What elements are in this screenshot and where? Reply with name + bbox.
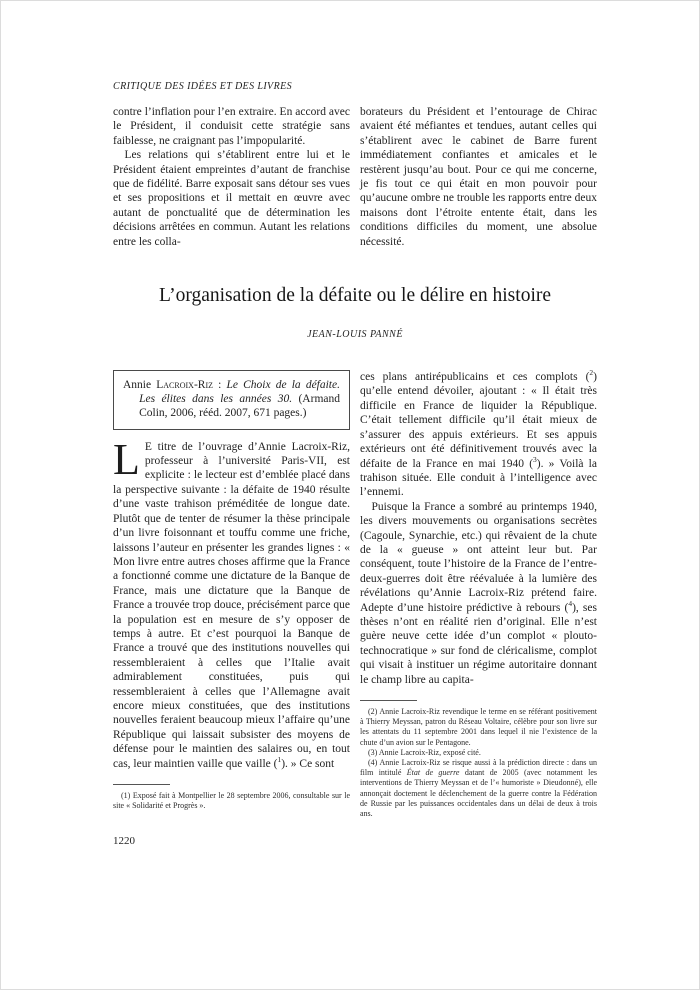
text-segment: E titre de l’ouvrage d’Annie Lacroix-Riz, professeur à l’université Paris-VII, est explicite : le lecteur est d’emblée placé dans la perspective suivante : la défaite de 1940 résulte d’une vaste trahison préméditée de longue date. Plutôt que de tenter de résumer la thèse principale d’un livre foisonnant et touffu comme une friche, laissons l’auteur en présenter les grandes lignes : « Mon livre entre autres choses affirme que la France a fonctionné comme une dictature de la Banque de France, mais une dictature que la Banque de France a trouvée trop douce, précisément parce que la population est en mesure de s’y opposer de temps à autre. Et c’est pourquoi la Banque de France a trouvé que des institutions nouvelles qui ressembleraient à celles que l’Italie avait admirablement constituées, puis qui ressembleraient à celles que l’Allemagne avait encore mieux constituées, que des institutions nouvelles feraient beaucoup mieux l’affaire qu’une République qui laissait subsister des moyens de défense pour le maintien des salaires ou, en tout cas, leur maintien vaille que vaille ( [113,440,350,770]
text-segment: contre l’inflation pour l’en extraire. En accord avec le Président, il conduisit cette stratégie sans faiblesse, ne craignant pas l’impopularité. [113,106,350,147]
article-author: JEAN-LOUIS PANNÉ [307,329,403,341]
footnote-marker: 1 [277,754,282,764]
previous-article-end [113,105,597,249]
text-segment: Puisque la France a sombré au printemps 1940, les divers mouvements ou organisations secrètes (Cagoule, Synarchie, etc.) qui rêvaient de la chute de la « gueuse » ont atteint leur but. Par conséquent, toute l’histoire de la France de l’entre-deux-guerres doit être réévaluée à la lumière des révélations qu’Annie Lacroix-Riz prétend faire. Adepte d’une histoire prédictive à rebours ( [360,500,597,614]
paragraph [360,105,597,249]
text-segment: ). » Ce sont [281,757,335,770]
footnote-marker: 2 [589,368,594,378]
paragraph [113,148,350,249]
paragraph [360,748,597,758]
book-reference-separator: : [213,379,227,392]
book-author-name: Lacroix-Riz [156,379,213,392]
book-publication-info: (Armand Colin, 2006, rééd. 2007, 671 pages.) [139,393,340,420]
text-segment: (2) Annie Lacroix-Riz revendique le terme en se référant positivement à Thierry Meyssan, patron du Réseau Voltaire, célèbre pour son livre sur les attentats du 11 septembre 2001 dans lequel il nie l’existence de la chute d’un avion sur le Pentagone. [360,707,597,747]
article-body [113,370,597,819]
paragraph [360,500,597,687]
text-segment: (1) Exposé fait à Montpellier le 28 septembre 2006, consultable sur le site « Solidarité et Progrès ». [113,791,350,811]
article-header [113,285,597,340]
text-segment: (4) Annie Lacroix-Riz se risque aussi à la prédiction directe : dans un film intitulé [360,758,597,778]
prelude-left-column [113,105,350,249]
footnote-separator-rule [113,784,170,785]
text-segment: borateurs du Président et l’entourage de Chirac avaient été méfiantes et tendues, autant celles qui s’établirent avec le cabinet de Barre furent immédiatement confiantes et amicales et le restèrent jusqu’au bout. Pour ce qui me concerne, je fis tout ce qui était en mon pouvoir pour qu’aucune ombre ne trouble les rapports entre deux maisons dont l’étroite entente était, dans les conditions difficiles du moment, une absolue nécessité. [360,106,597,248]
body-right-column [360,370,597,819]
text-segment: ) qu’elle entend dévoiler, ajoutant : « Il était très difficile en France de liquider la République. C’était tellement difficile qu’il était mieux de s’assurer des appuis extérieurs. Et ses appuis extérieurs ont été définitivement trouvés avec la défaite de la France en mai 1940 ( [360,371,597,470]
text-segment: ), ses thèses n’ont en réalité rien d’original. Elle n’est guère neuve cette idée d’un complot « plouto-technocratique » sur fond de cléricalisme, complot qui visait à instituer un régime autoritaire donnant le champ libre au capita- [360,601,597,686]
paragraph [113,791,350,811]
book-reference-box [113,370,350,430]
paragraph [360,707,597,748]
paragraph [113,105,350,148]
footnote-marker: 4 [568,598,573,608]
footnotes-right-text [360,707,597,819]
paragraph [360,370,597,500]
footnotes-right [360,700,597,819]
drop-cap: L [113,434,140,484]
body-left-column [113,370,350,819]
footnote-marker: 3 [533,454,537,464]
page-content [113,81,597,847]
body-right-text [360,370,597,687]
running-header: CRITIQUE DES IDÉES ET DES LIVRES [113,81,292,92]
text-segment: datant de 2005 (avec notamment les interventions de Thierry Meyssan et de l’« humoriste » Dieudonné), elle annonçait doctement le déclenchement de la guerre contre la Fédération de Russie par les puissances occidentales dans un délai de deux à trois ans. [360,768,597,819]
book-author-prefix: Annie [123,379,157,392]
footnotes-left [113,784,350,811]
italic-text: État de guerre [406,768,460,778]
paragraph [360,758,597,819]
prelude-right-column [360,105,597,249]
footnote-separator-rule [360,700,417,701]
footnotes-left-text [113,791,350,811]
body-left-text [113,434,350,771]
page-number: 1220 [113,835,135,848]
text-segment: (3) Annie Lacroix-Riz, exposé cité. [368,747,481,757]
text-segment: ces plans antirépublicains et ces complots ( [360,371,590,384]
paragraph [113,434,350,771]
text-segment: ). » Voilà la trahison située. Elle conduit à l’intelligence avec l’ennemi. [360,457,597,499]
article-title: L’organisation de la défaite ou le délire en histoire [158,285,552,307]
book-reference [123,378,340,421]
book-title: Le Choix de la défaite. Les élites dans les années 30. [139,379,340,406]
text-segment: Les relations qui s’établirent entre lui et le Président étaient empreintes d’autant de franchise que de fidélité. Barre exposait sans détour ses vues et ses propositions et il mettait en œuvre avec autant de ponctualité que de détermination les décisions arrêtées en commun. Autant les relations entre les colla- [113,149,350,248]
